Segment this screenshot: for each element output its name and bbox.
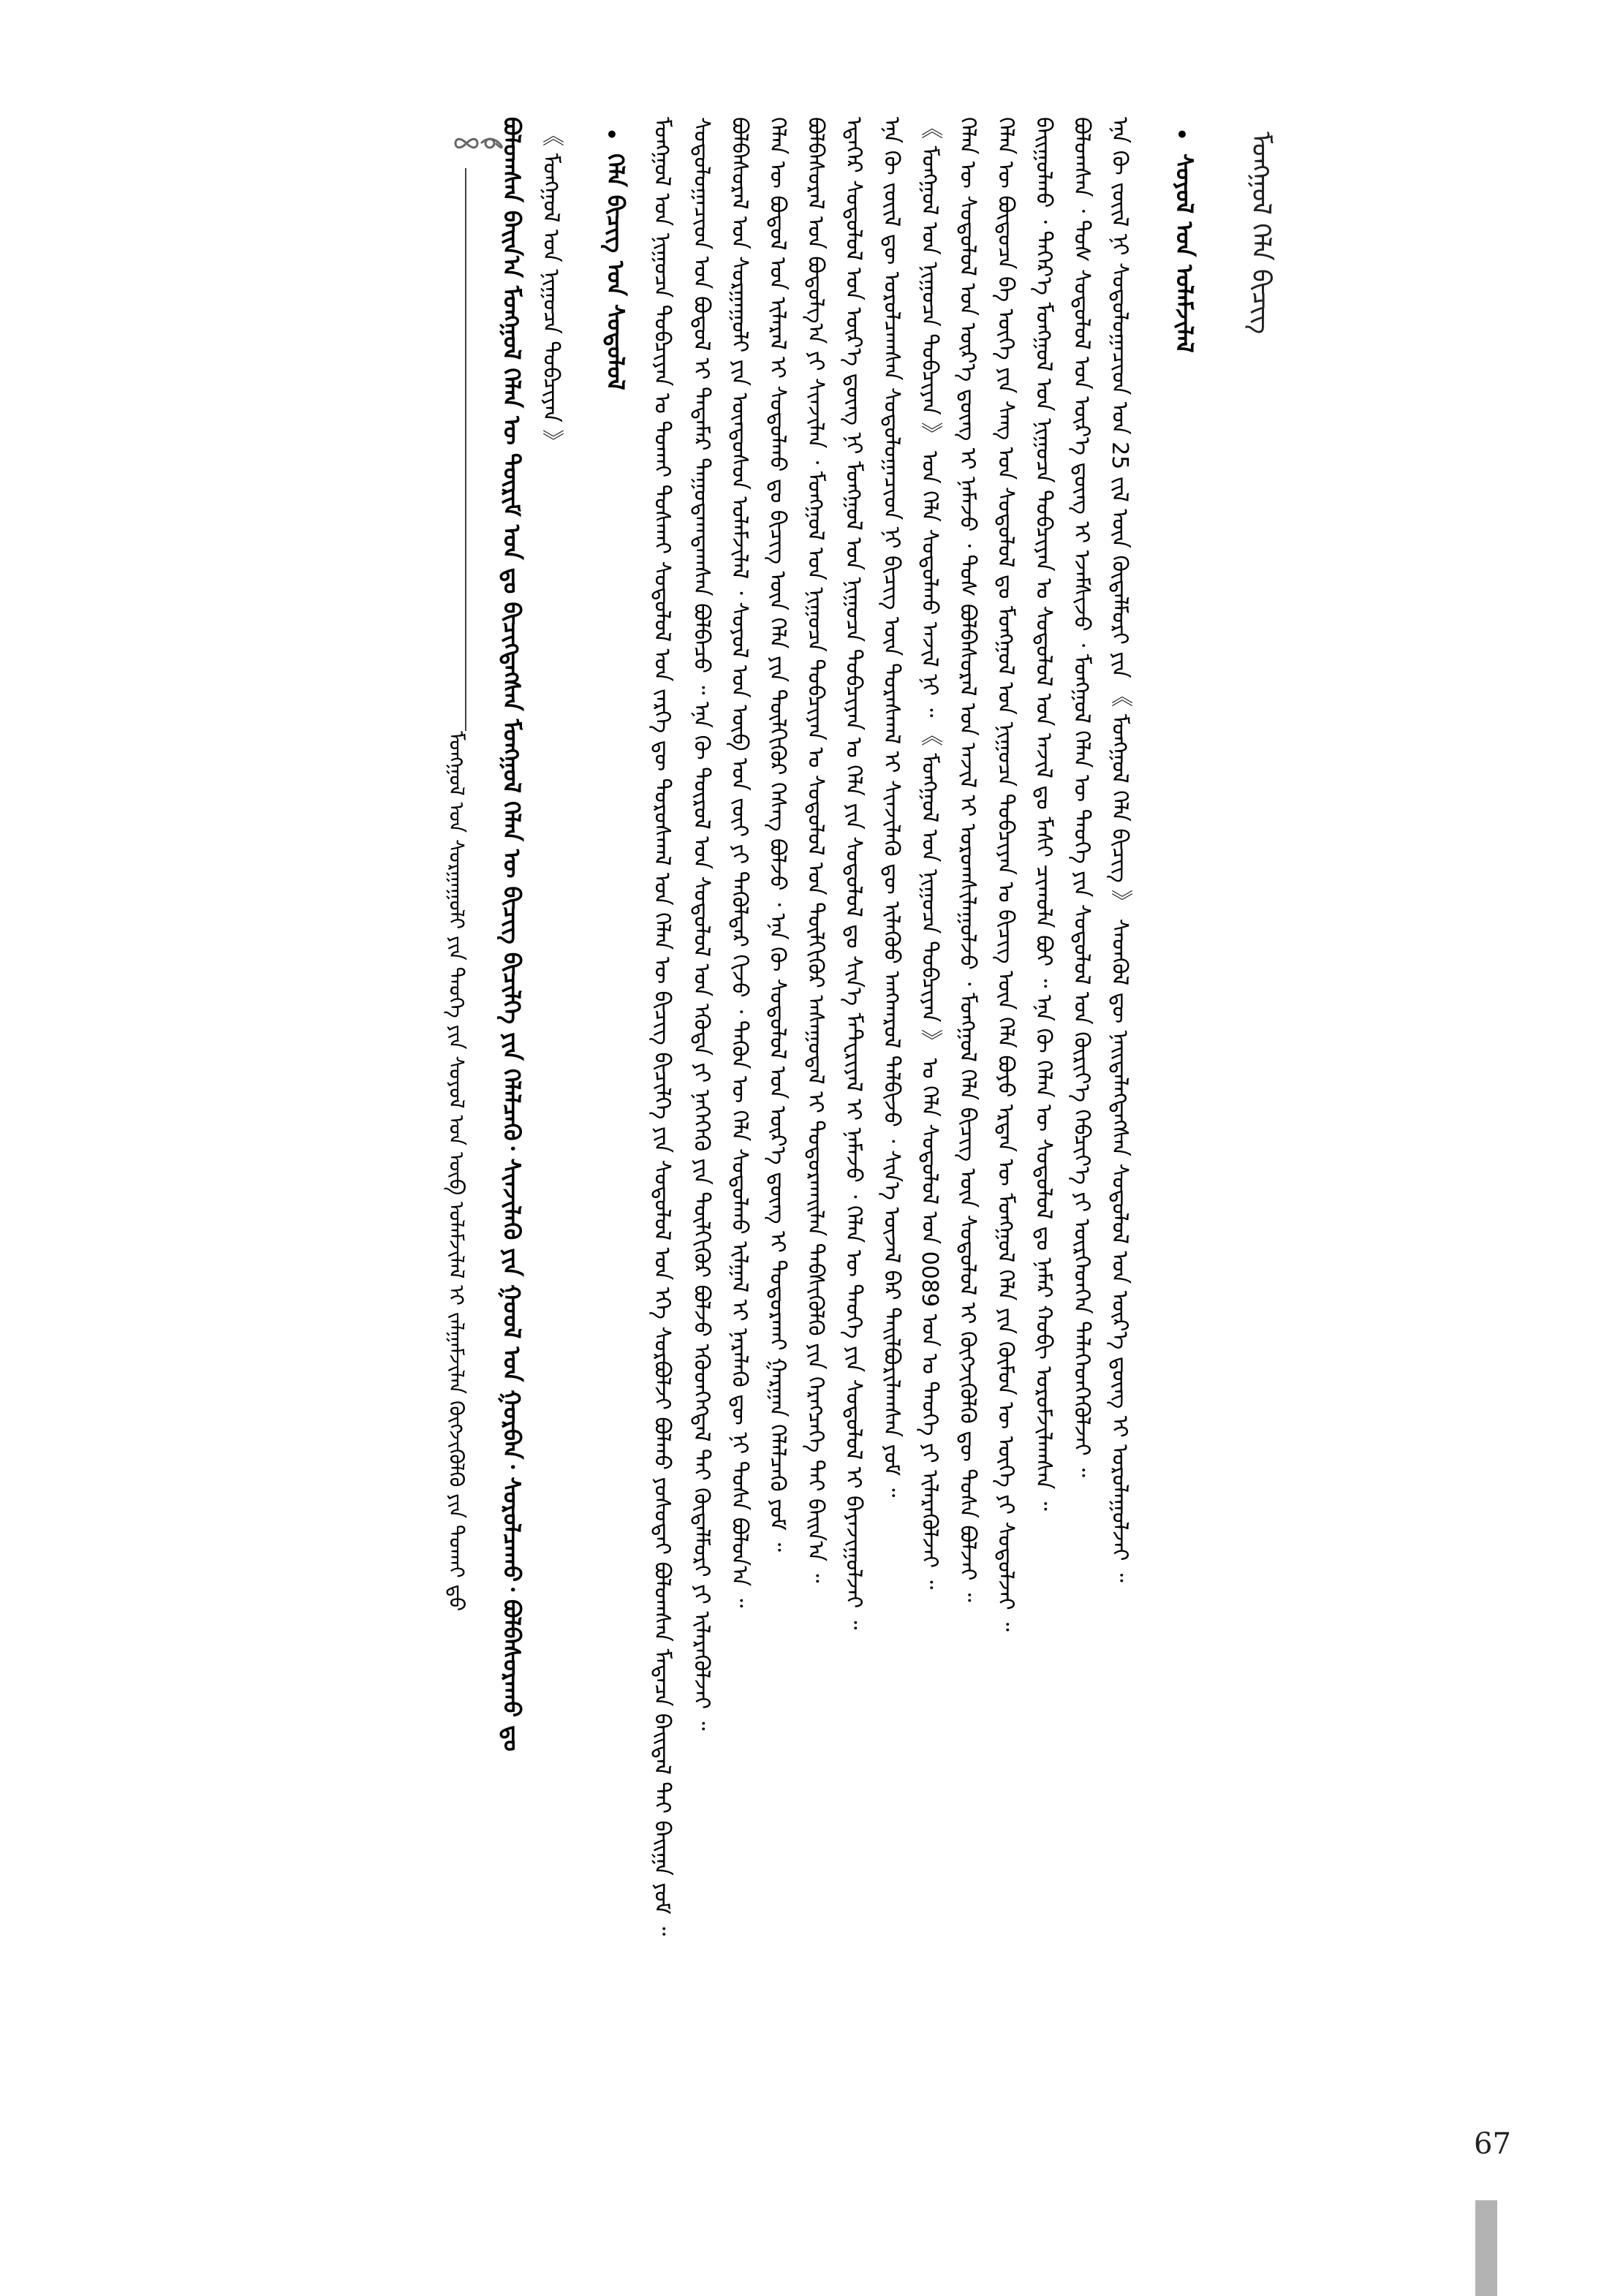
page-edge-tab <box>1475 2200 1497 2296</box>
text-column-6: ᠬᠡᠯᠡᠨ ᠦ ᠪᠣᠳᠣᠯ ᠤᠨ ᠢᠯᠡᠷᠡᠯ ᠢ ᠰᠤᠳᠤᠯᠬᠤ ᠳᠤ ᠪᠢᠴᠢᠭ ᠦᠨ ᠬᠡᠯᠡ ᠶᠢᠨ ᠲᠦᠯᠬᠢᠭᠦᠷ ᠬᠡᠰᠡᠭ ᠪᠣᠯᠵᠤ ᠂ ᠡᠨᠡ ᠬᠦ ᠰᠤᠳᠤᠯᠤᠯ ᠤᠨ ᠦᠷ᠎ᠡ ᠳ᠋ᠦᠩ ᠢ ᠲᠣᠳᠣᠷᠬᠠᠢ ᠭᠠᠷᠭᠠᠨ ᠬᠡᠯᠡᠯᠴᠡᠬᠦ ᠶᠤᠮ ᠃ <box>765 117 790 1552</box>
text-column-4: ᠰᠤᠳᠤᠯᠤᠭᠠᠴᠢᠳ ᠤᠨ ᠪᠣᠳᠣᠯ ᠢ ᠲᠠᠲᠠᠮᠠᠷ ᠳᠠᠭᠤᠳᠠᠭᠳᠠᠭᠰᠠᠨ ᠪᠣᠯᠪᠠᠴᠤ ᠃ ᠡᠨᠡ ᠬᠦ ᠲᠥᠷᠥᠯ ᠤᠨ ᠰᠤᠳᠤᠯᠤᠯ ᠤᠨ ᠡᠭᠦᠳᠡ ᠶᠢ ᠨᠡᠭᠡᠭᠡᠬᠦ ᠶᠢᠨ ᠲᠦᠯᠬᠢᠭᠦᠷ ᠪᠣᠯᠵᠤ ᠡᠭᠦᠳᠬᠡᠭᠳᠡᠯ ᠲᠠᠢ ᠬᠦᠳᠡᠯᠮᠦᠷᠢ ᠶᠢ ᠢᠯᠡᠷᠡᠭᠦᠯᠵᠡᠢ ᠃ <box>689 117 714 1731</box>
section-bullet: • <box>605 123 618 147</box>
text-column-5: ᠪᠣᠯᠪᠠᠰᠤᠷᠠᠯ ᠤᠨ ᠰᠤᠷᠭᠠᠭᠤᠯᠢ ᠶᠢᠨ ᠦᠨᠳᠦᠰᠦᠨ ᠤᠯᠠᠮᠵᠢᠯᠠᠯ ᠂ ᠰᠣᠶᠣᠯ ᠤᠨ ᠦᠪ ᠤᠨ ᠵᠦᠢ ᠶᠢ ᠲᠡᠭᠦᠯᠳᠡᠷ ᠬᠢᠵᠦ ᠂ ᠲᠡᠭᠦᠨ ᠦ ᠬᠡᠯᠡ ᠰᠤᠳᠤᠯᠬᠤ ᠢᠯᠭᠠᠯ ᠢ ᠨᠡᠷᠡᠯᠡᠬᠦ ᠳᠦ ᠨᠢ ᠲᠤᠰᠠ ᠪᠣᠯᠣᠨ᠎ᠠ ᠃ <box>727 117 752 1608</box>
section-heading-2: ᠰᠣᠶᠣᠯ ᠤᠨ ᠤᠯᠠᠮᠵᠢᠯᠠᠯ <box>1170 154 1198 353</box>
section-heading-1: ᠬᠡᠯᠡ ᠪᠢᠴᠢᠭ ᠤᠨ ᠰᠤᠳᠤᠯᠤᠯ <box>602 154 629 390</box>
text-column-8: ᠡᠳᠡᠭᠡᠷ ᠰᠤᠳᠤᠯᠤᠯ ᠤᠨ ᠦᠷ᠎ᠡ ᠳ᠋ᠦᠩ ᠨᠢ ᠮᠣᠩᠭᠤᠯ ᠤᠨ ᠨᠢᠭᠤᠴᠠ ᠲᠣᠪᠴᠢᠶᠠᠨ ᠤ ᠬᠡᠯᠡ ᠶᠢᠨ ᠰᠤᠳᠤᠯᠤᠯ ᠳᠤ ᠰᠢᠨ᠎ᠡ ᠮᠠᠲ᠋ᠸᠷᠢᠶᠠᠯ ᠢ ᠨᠡᠮᠡᠵᠦ ᠂ ᠬᠡᠯᠡᠨ ᠦ ᠲᠡᠦᠬᠡ ᠶᠢᠨ ᠰᠤᠳᠤᠯᠤᠯ ᠢ ᠪᠠᠶᠠᠵᠢᠭᠤᠯᠵᠠᠢ ᠃ <box>841 117 866 1630</box>
header-rule <box>465 168 466 731</box>
text-column-12: ᠬᠡᠯᠡᠨ ᠦ ᠪᠦᠲᠦᠴᠡ ᠪᠠ ᠦᠭᠡ ᠶᠢᠨ ᠰᠠᠩ ᠤᠨ ᠰᠤᠳᠤᠯᠤᠯ ᠳᠤ ᠮᠣᠩᠭᠤᠯ ᠤᠨ ᠨᠢᠭᠤᠴᠠ ᠲᠣᠪᠴᠢᠶᠠᠨ ᠤ ᠪᠢᠴᠢᠭ ᠦᠨ ᠬᠡᠯᠡ ᠪᠤᠶᠤ ᠡᠷᠲᠡᠨ ᠦ ᠮᠣᠩᠭᠤᠯ ᠬᠡᠯᠡ ᠶᠢᠨ ᠬᠦᠮᠦᠨ ᠦ ᠦᠭᠡ ᠶᠢ ᠰᠤᠳᠤᠯᠵᠠᠢ ᠃ <box>993 117 1018 1632</box>
running-header: ᠮᠣᠩᠭᠤᠯ ᠤᠨ ᠰᠤᠷᠭᠠᠭᠤᠯᠢ ᠶᠢᠨ ᠲᠡᠦᠬᠡ ᠶᠢᠨ ᠰᠣᠶᠣᠯ ᠤᠨ ᠦᠪ ᠤᠯᠠᠮᠵᠢᠯᠠᠯ ᠢ ᠵᠠᠯᠭᠠᠮᠵᠢᠯᠠᠨ ᠬᠥᠭᠵᠢᠭᠦᠯᠬᠦ ᠶᠢᠨ ᠲᠤᠬᠠᠢ ᠳ᠋ᠤ <box>444 731 469 1612</box>
text-column-3: ᠮᠣᠩᠭᠤᠯ ᠤᠨ ᠨᠢᠭᠤᠴᠠ ᠲᠣᠪᠴᠢᠶᠠᠨ ᠤ ᠲᠤᠬᠠᠢ ᠲᠤᠰᠬᠠᠢ ᠰᠤᠳᠤᠯᠤᠯ ᠤᠨ ᠵᠡᠷᠭᠡ ᠳᠦ ᠳᠤᠷᠤᠰᠬᠠᠯ ᠤᠨ ᠬᠡᠯᠡᠨ ᠦ ᠪᠢᠴᠢᠭ ᠪᠢᠴᠢᠯᠭᠡ ᠶᠢᠨ ᠰᠤᠳᠤᠯᠤᠯ ᠤᠨ ᠡᠬᠡ ᠰᠤᠷᠪᠤᠯᠵᠢ ᠪᠣᠯᠬᠤ ᠶᠣᠰᠣᠲᠠᠢ ᠪᠣᠯᠤᠭᠰᠠᠨ ᠮᠡᠳᠡᠴᠡ ᠪᠠᠢᠳᠠᠯ ᠲᠠᠢ ᠪᠠᠢᠭᠠ ᠶᠤᠮ ᠃ <box>649 117 675 1936</box>
text-column-15: ᠡᠨᠡ ᠬᠦ ᠵᠦᠢᠯ ᠨᠢ ᠰᠤᠳᠤᠯᠤᠭᠠᠴᠢᠳ ᠤᠨ 25 ᠵᠢᠯ ᠦᠨ ᠬᠥᠳᠡᠯᠮᠦᠷᠢ ᠶᠢᠨ 《 ᠮᠣᠩᠭᠤᠯ ᠬᠡᠯᠡ ᠪᠢᠴᠢᠭ 》 ᠰᠡᠳᠭᠦᠯ ᠳᠦ ᠨᠡᠢᠲᠡᠯᠡᠭᠳᠡᠭᠰᠡᠨ ᠰᠤᠳᠤᠯᠤᠯ ᠤᠨ ᠦᠷ᠎ᠡ ᠳ᠋ᠦᠩ ᠢ ᠣᠷᠣᠯᠠᠭᠤᠯᠵᠠᠢ ᠃ <box>1107 117 1132 1583</box>
text-column-9: ᠡᠨᠡ ᠬᠦ ᠵᠦᠢᠯ ᠳᠦ ᠣᠷᠣᠯᠴᠠᠭᠰᠠᠨ ᠰᠤᠳᠤᠯᠤᠭᠠᠴᠢᠳ ᠨᠢ ᠪᠢᠴᠢᠭ ᠦᠨ ᠳᠤᠷᠠᠰᠬᠠᠯ ᠢ ᠰᠢᠨᠵᠢᠯᠡᠬᠦ ᠳᠦ ᠢᠯᠡᠭᠦᠦ ᠠᠩᠬᠠᠷᠤᠯ ᠲᠠᠯᠪᠢᠵᠤ ᠂ ᠰᠢᠨ᠎ᠡ ᠦᠵᠡᠯ ᠪᠠᠷ ᠲᠠᠢᠯᠪᠤᠷᠢᠯᠠᠭᠰᠠᠨ ᠶᠤᠮ ᠃ <box>879 117 904 1498</box>
text-column-14: ᠪᠣᠯᠣᠭᠰᠠᠨ ᠂ ᠲᠤᠰ ᠰᠤᠳᠤᠯᠤᠯ ᠤᠨ ᠦᠷ᠎ᠡ ᠳ᠋ᠦᠩ ᠢ ᠡᠵᠡᠮᠰᠢᠵᠦ ᠂ ᠮᠣᠩᠭᠤᠯ ᠬᠡᠯᠡᠨ ᠦ ᠲᠡᠦᠬᠡ ᠶᠢᠨ ᠰᠤᠳᠤᠯᠤᠯ ᠤᠨ ᠬᠦᠷᠢᠶ᠎ᠡ ᠬᠡᠪᠴᠢᠶ᠎ᠡ ᠶᠢ ᠥᠷᠭᠡᠳᠬᠡᠨ ᠲᠡᠯᠡᠬᠡᠳᠬᠡᠭᠦᠯᠵᠡᠢ ᠃ <box>1069 117 1094 1477</box>
text-column-1: ᠪᠣᠯᠣᠭᠰᠠᠨ ᠪᠠᠢᠨ᠎ᠠ ᠮᠣᠩᠭᠤᠯ ᠬᠡᠯᠡᠨ ᠦ ᠳᠦᠷᠢᠮ ᠤᠨ ᠳᠤ ᠪᠢᠴᠢᠭᠳᠡᠭᠰᠡᠨ ᠮᠣᠩᠭᠤᠯ ᠬᠡᠯᠡᠨ ᠦ ᠪᠢᠴᠢᠭ ᠪᠢᠴᠢᠯᠭᠡ ᠶᠢᠨ ᠬᠡᠯᠡᠯᠴᠡᠬᠦ᠂ ᠰᠢᠨᠵᠢᠯᠡᠬᠦ ᠶᠢᠨ ᠭᠣᠤᠯ ᠤᠨ ᠭᠤᠷᠪᠠᠨ᠂ ᠰᠤᠷᠤᠯᠴᠠᠬᠤ᠂ ᠪᠣᠯᠪᠠᠰᠤᠷᠠᠬᠤ ᠳᠤ <box>498 117 526 1751</box>
handwritten-signature: ᠮᠣᠩᠭᠤᠯ ᠬᠡᠯᠡ ᠪᠢᠴᠢᠭ <box>1246 132 1276 335</box>
page-number: 67 <box>1474 2127 1511 2161</box>
text-column-2: 《 ᠮᠣᠩᠭᠤᠯ ᠤᠨ ᠨᠢᠭᠤᠴᠠ ᠲᠣᠪᠴᠢᠶᠠᠨ 》 <box>538 124 564 452</box>
text-column-10: 《 ᠮᠣᠩᠭᠤᠯ ᠤᠨ ᠨᠢᠭᠤᠴᠠ ᠲᠣᠪᠴᠢᠶᠠᠨ 》 ᠤᠨ ᠬᠡᠯᠡ ᠰᠤᠳᠤᠯᠬᠤ ᠠᠵᠢᠯ ᠨᠢ ᠃ 《 ᠮᠣᠩᠭᠤᠯ ᠤᠨ ᠨᠢᠭᠤᠴᠠ ᠲᠣᠪᠴᠢᠶᠠᠨ 》 ᠤ ᠬᠡᠯᠡ ᠰᠤᠳᠤᠯᠤᠯ ᠤᠨ 0089 ᠣᠨ ᠤ ᠲᠡᠦᠬᠡ ᠶᠢ ᠢᠯᠡᠷᠡᠭᠦᠯᠵᠡᠢ ᠃ <box>917 117 942 1590</box>
text-column-11: ᠬᠡᠯᠡᠨ ᠦ ᠰᠤᠳᠤᠯᠤᠯ ᠤᠨ ᠦᠷ᠎ᠡ ᠳ᠋ᠦᠩ ᠢ ᠨᠡᠮᠡᠵᠦ ᠂ ᠲᠤᠰ ᠪᠣᠯᠪᠠᠰᠤᠷᠠᠯ ᠤᠨ ᠠᠵᠢᠯ ᠢ ᠤᠷᠤᠭᠰᠢᠯᠠᠭᠤᠯᠵᠤ ᠂ ᠮᠣᠩᠭᠤᠯ ᠬᠡᠯᠡ ᠪᠢᠴᠢᠭ ᠦᠨ ᠰᠤᠳᠤᠯᠤᠯ ᠢ ᠬᠥᠭᠵᠢᠭᠦᠯᠬᠦ ᠳᠦ ᠲᠤᠰᠠ ᠪᠣᠯᠵᠠᠢ ᠃ <box>955 117 980 1602</box>
section-bullet: • <box>1176 123 1189 147</box>
text-column-7: ᠪᠣᠯᠪᠠᠰᠤᠷᠠᠯ ᠤᠨ ᠪᠣᠳᠣᠯᠭ᠎ᠠ ᠶᠢ ᠰᠢᠨᠵᠢᠯᠡᠨ ᠂ ᠮᠣᠩᠭᠤᠯ ᠤᠨ ᠨᠢᠭᠤᠴᠠ ᠲᠣᠪᠴᠢᠶᠠᠨ ᠤ ᠰᠤᠳᠤᠯᠤᠯ ᠤᠨ ᠲᠦᠯᠬᠢᠭᠦᠷ ᠠᠰᠠᠭᠤᠳᠠᠯ ᠢ ᠲᠣᠳᠣᠷᠬᠠᠢᠯᠠᠨ ᠳᠡᠪᠰᠢᠭᠦᠯᠬᠦ ᠶᠢᠨ ᠬᠡᠷᠡᠭᠴᠡᠭᠡ ᠲᠠᠢ ᠪᠠᠢᠨ᠎ᠠ ᠃ <box>803 117 828 1583</box>
text-column-13: ᠪᠠᠢᠭᠤᠯᠬᠤ ᠂ ᠳᠡᠭᠡᠷ᠎ᠡ ᠮᠣᠩᠭᠤᠯ ᠤᠨ ᠨᠢᠭᠤᠴᠠ ᠲᠣᠪᠴᠢᠶᠠᠨ ᠤ ᠰᠤᠳᠤᠯᠤᠯ ᠤᠨ ᠠᠵᠢᠯ ᠳᠤ ᠮᠠᠰᠢ ᠴᠢᠬᠤᠯᠠ ᠪᠤᠢ ᠃ ᠡᠨᠡ ᠬᠦ ᠬᠡᠯᠡᠨ ᠦ ᠰᠤᠳᠤᠯᠤᠯ ᠳᠤ ᠨᠡᠮᠡᠷ ᠬᠤᠪᠢ ᠤᠷᠤᠮᠵᠢᠯᠠᠭᠰᠠᠨ ᠃ <box>1031 117 1056 1511</box>
